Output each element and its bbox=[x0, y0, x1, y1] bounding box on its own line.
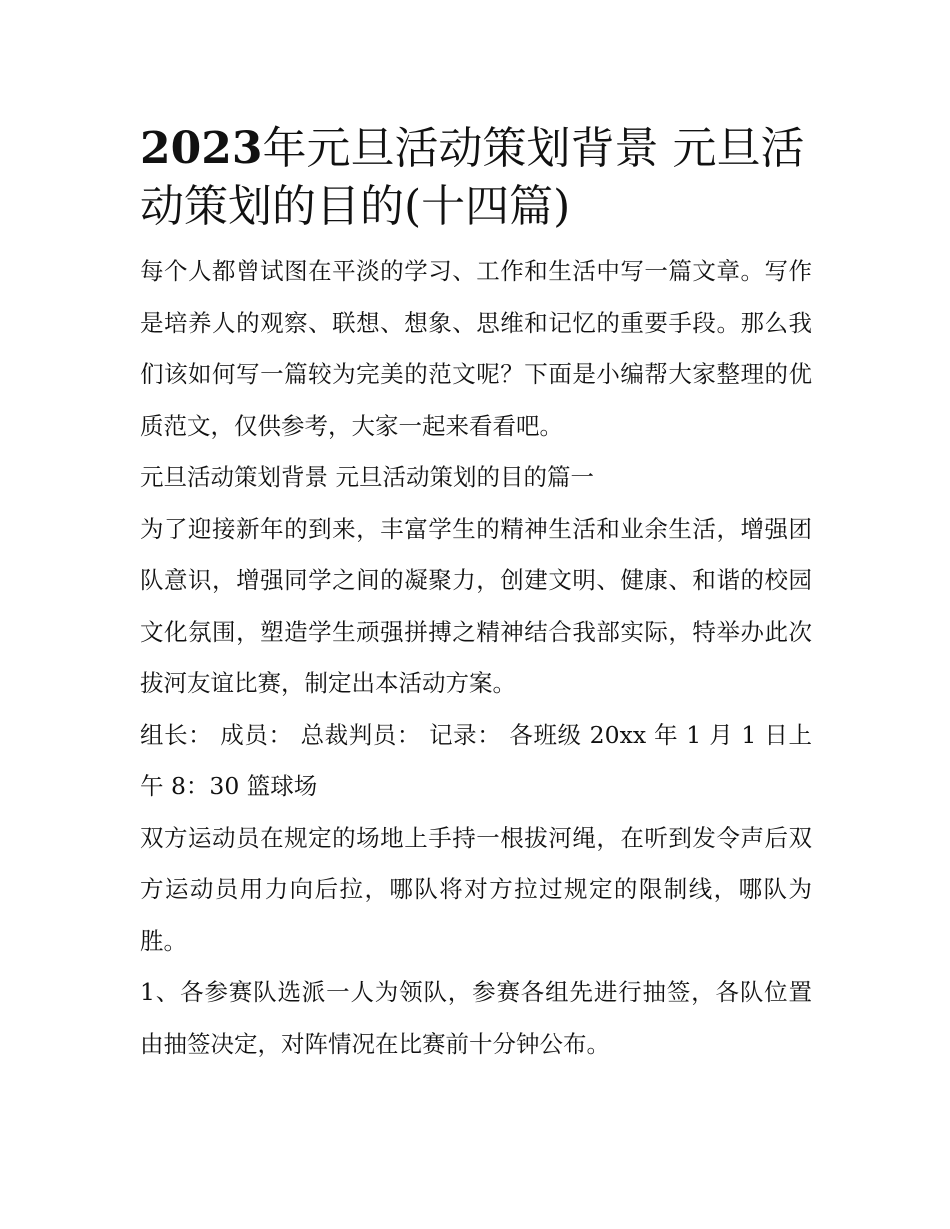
document-title bbox=[140, 120, 812, 236]
organization-paragraph: 组长： 成员： 总裁判员： 记录： 各班级 20xx 年 1 月 1 日上午 8：30 篮球场 bbox=[140, 720, 812, 800]
section-heading: 元旦活动策划背景 元旦活动策划的目的篇一 bbox=[140, 463, 594, 491]
intro-paragraph: 每个人都曾试图在平淡的学习、工作和生活中写一篇文章。写作是培养人的观察、联想、想象、思维和记忆的重要手段。那么我们该如何写一篇较为完美的范文呢？下面是小编帮大家整理的优质范文，仅供参考，大家一起来看看吧。 bbox=[140, 257, 812, 440]
rule-item-1: 1、各参赛队选派一人为领队，参赛各组先进行抽签，各队位置由抽签决定，对阵情况在比赛前十分钟公布。 bbox=[140, 978, 812, 1058]
rules-paragraph: 双方运动员在规定的场地上手持一根拔河绳，在听到发令声后双方运动员用力向后拉，哪队将对方拉过规定的限制线，哪队为胜。 bbox=[140, 823, 812, 955]
document-page bbox=[140, 120, 812, 1070]
purpose-paragraph: 为了迎接新年的到来，丰富学生的精神生活和业余生活，增强团队意识，增强同学之间的凝聚力，创建文明、健康、和谐的校园文化氛围，塑造学生顽强拼搏之精神结合我部实际，特举办此次拔河友谊比赛，制定出本活动方案。 bbox=[140, 514, 812, 697]
title-text: 年元旦活动策划背景 元旦活动策划的目的(十四篇) bbox=[140, 123, 805, 232]
title-year: 2023 bbox=[140, 123, 263, 174]
